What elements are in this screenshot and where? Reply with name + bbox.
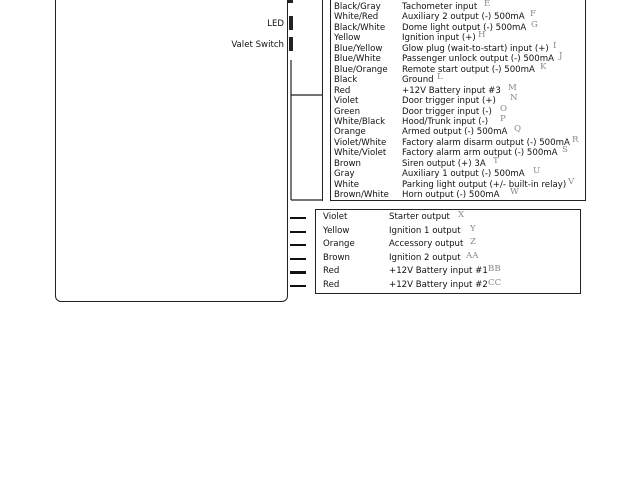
wire-color-label: Black/Gray <box>334 2 381 12</box>
wire-function-label: Glow plug (wait-to-start) input (+) <box>402 43 549 54</box>
wire-function-label: Remote start output (-) 500mA <box>402 64 535 75</box>
wire-color-label: Blue/Orange <box>334 64 388 75</box>
wire-function-label: Factory alarm arm output (-) 500mA <box>402 148 558 159</box>
wire-function-label: Parking light output (+/- built-in relay) <box>402 179 567 190</box>
wire-color-label: White/Black <box>334 116 386 127</box>
wire-function-label: Ignition 2 output <box>389 252 461 263</box>
callout-letter: K <box>540 61 547 72</box>
wire-function-label: Hood/Trunk input (-) <box>402 116 489 127</box>
callout-letter: T <box>493 155 499 166</box>
harness-lines <box>288 0 330 205</box>
wire-function-label: Ground <box>402 75 434 86</box>
wire-function-label: +12V Battery input #1 <box>389 266 488 277</box>
wire-function-label: +12V Battery input #2 <box>389 280 488 290</box>
wire-function-label: Passenger unlock output (-) 500mA <box>402 54 554 65</box>
wire-color-label: White/Red <box>334 12 379 23</box>
callout-letter: U <box>533 166 541 177</box>
callout-letter: V <box>568 176 575 187</box>
callout-letter: S <box>562 145 568 156</box>
wire-function-label: Factory alarm disarm output (-) 500mA <box>402 137 570 148</box>
callout-letter: Z <box>470 237 476 248</box>
wire-color-label: Gray <box>334 169 355 180</box>
wire-color-label: Violet <box>334 96 359 107</box>
wire-function-label: Siren output (+) 3A <box>402 158 486 169</box>
wire-color-label: Green <box>334 106 361 117</box>
callout-letter: R <box>572 134 579 145</box>
wire-function-label: Door trigger input (-) <box>402 106 492 117</box>
callout-letter: W <box>510 187 519 198</box>
wire-function-label: Auxiliary 1 output (-) 500mA <box>402 169 525 180</box>
callout-letter: M <box>508 82 517 93</box>
wire-function-label: Door trigger input (+) <box>402 96 496 107</box>
wire-color-label: Orange <box>323 239 355 250</box>
callout-letter: E <box>484 0 491 9</box>
callout-letter: N <box>510 93 518 104</box>
wire-function-label: +12V Battery input #3 <box>402 85 501 96</box>
wire-function-label: Starter output <box>389 212 450 222</box>
wire-color-label: Blue/Yellow <box>334 43 383 54</box>
callout-letter: H <box>478 30 486 41</box>
wire-function-label: Tachometer input <box>402 2 478 12</box>
wire-color-label: Red <box>323 266 340 277</box>
callout-letter: I <box>553 40 557 51</box>
wire-color-label: Yellow <box>323 225 350 236</box>
callout-letter: J <box>559 51 563 62</box>
wire-color-label: Red <box>323 280 340 290</box>
connector-pin <box>290 231 306 233</box>
wire-color-label: Blue/White <box>334 54 381 65</box>
wire-function-label: Auxiliary 2 output (-) 500mA <box>402 12 525 23</box>
connector-pin <box>290 271 306 273</box>
connector-pin <box>290 244 306 246</box>
wire-function-label: Ignition 1 output <box>389 225 461 236</box>
callout-letter: L <box>437 72 443 83</box>
wire-color-label: Black <box>334 75 358 86</box>
wire-function-label: Horn output (-) 500mA <box>402 190 500 201</box>
wire-function-label: Ignition input (+) <box>402 33 476 44</box>
connector-pin <box>290 217 306 219</box>
callout-letter: X <box>458 210 465 220</box>
wire-color-label: Red <box>334 85 351 96</box>
wire-function-label: Dome light output (-) 500mA <box>402 22 527 33</box>
wire-function-label: Accessory output <box>389 239 464 250</box>
connector-pin <box>290 285 306 287</box>
callout-letter: O <box>500 103 508 114</box>
wire-color-label: Yellow <box>334 33 361 44</box>
callout-letter: Q <box>514 124 522 135</box>
wire-color-label: White/Violet <box>334 148 387 159</box>
valet-switch-label: Valet Switch <box>231 40 284 50</box>
wire-color-label: White <box>334 179 359 190</box>
wire-color-label: Violet/White <box>334 137 387 148</box>
wire-color-label: Brown/White <box>334 190 389 201</box>
callout-letter: Y <box>470 223 476 234</box>
callout-letter: AA <box>466 250 479 261</box>
connector-pin <box>290 258 306 260</box>
led-label: LED <box>267 19 284 29</box>
callout-letter: F <box>530 9 536 20</box>
wire-color-label: Black/White <box>334 22 386 33</box>
callout-letter: CC <box>488 278 502 288</box>
wire-color-label: Brown <box>334 158 361 169</box>
wire-function-label: Armed output (-) 500mA <box>402 127 508 138</box>
callout-letter: G <box>531 19 538 30</box>
wire-color-label: Brown <box>323 252 350 263</box>
callout-letter: P <box>500 113 506 124</box>
wire-color-label: Orange <box>334 127 366 138</box>
wire-color-label: Violet <box>323 212 348 222</box>
callout-letter: BB <box>488 264 501 275</box>
